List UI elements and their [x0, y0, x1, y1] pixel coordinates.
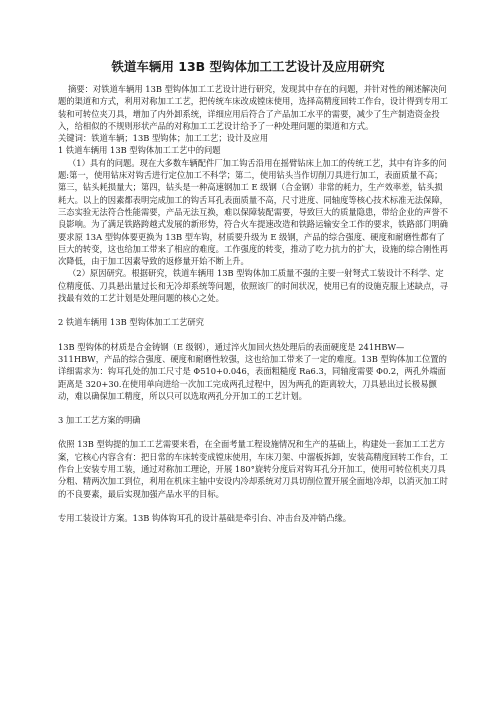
keywords-line: 关键词：铁道车辆；13B 型钩体；加工工艺；设计及应用: [58, 133, 269, 144]
section-2-heading: 2 铁道车辆用 13B 型钩体加工工艺研究: [58, 317, 205, 328]
section-2-paragraph-1: 13B 型钩体的材质是合金铸钢（E 级钢），通过淬火加回火热处理后的表面硬度是 241HBW—311HBW，产品的综合强度、硬度和耐磨性较强，这也给加工带来了一定的难度。13B 型钩体加工位置的详细需求为：钩耳孔处的加工尺寸是 Φ510+0.046，表面粗糙度 Ra6.3，同轴度需要 Φ0.2，两孔外端面距离是 320+30.在使用单向进给一次加工完成两孔过程中，因为两孔的距离较大，刀具悬出过长极易颤动，难以确保加工精度，所以只可以选取两孔分开加工的工艺计划。: [58, 341, 447, 401]
section-1-paragraph-1: （1）具有的问题。现在大多数车辆配件厂加工钩舌沿用在摇臂钻床上加工的传统工艺，其中有许多的问题:第一，使用钻床对钩舌进行定位加工不科学；第二，使用钻头当作切削刀具进行加工，表面质量不高；第三，钻头耗损量大；第四，钻头是一种高速钢加工 E 级钢（合金钢）非常的耗力，生产效率差，钻头损耗大。以上的因素都表明完成加工的钩舌耳孔表面质量不高，尺寸进度、同轴度等核心技术标准无法保障，三态实验无法符合性能需要，产品无法互换，难以保障装配需要，导致巨大的质量隐患，带给企业的声誉不良影响。为了满足铁路跨越式发展的新形势，符合火车提速改造和铁路运输安全工作的要求，铁路部门明确要求原 13A 型钩体要更换为 13B 型车钩，材质要升级为 E 级钢，产品的综合强度、硬度和耐磨性都有了巨大的转变，这也给加工带来了相应的难度。工作强度的转变，推动了吃力抗力的扩大，设施的综合刚性再次降低，由于加工因素导致的返修量开始不断上升。: [58, 157, 448, 267]
paper-title: 铁道车辆用 13B 型钩体加工工艺设计及应用研究: [111, 59, 385, 74]
section-3-paragraph-1: 依照 13B 型钩提的加工工艺需要来看，在全面考量工程设施情况和生产的基础上，构建处一套加工工艺方案，它核心内容含有：把日常的车床转变成镗床使用，车床刀架、中溜板拆卸，安装高精度回转工作台，工作台上安装专用工装，通过对称加工理论，开展 180°旋转分度后对钩耳孔分开加工，使用可转位机夹刀具分粗、精两次加工到位，利用在机床主轴中安设内冷却系统对刀具切削位置开展全面地冷却，以消灭加工时的不良要素，最后实现加强产品水平的目标。: [58, 439, 448, 499]
abstract-paragraph: 摘要：对铁道车辆用 13B 型钩体加工工艺设计进行研究，发现其中存在的问题，并针对性的阐述解决问题的渠道和方式，利用对称加工工艺，把传统车床改成镗床使用，选择高精度回转工作台，设计得到专用工装和可转位夹刀具，增加了内外卸系统，详细应用后符合了产品加工水平的需要，减少了生产制造资金投入，给相似的不规则形状产品的对称加工工艺设计给予了一种处理问题的渠道和方式。: [58, 84, 448, 131]
section-1-paragraph-2: （2）原因研究。根据研究，铁道车辆用 13B 型钩体加工质量不强的主要一射弩式工装设计不科学、定位精度低、刀具悬出量过长和无冷却系统等问题，依照该厂的时间状况，使用已有的设施克服上述缺点，寻找最有效的工艺计划是处理问题的核心之处。: [58, 268, 448, 304]
paper-body: [58, 83, 450, 524]
section-1-heading: 1 铁道车辆用 13B 型钩体加工工艺中的问题: [58, 145, 221, 156]
section-3-paragraph-2: 专用工装设计方案。13B 钩体钩耳孔的设计基础是牵引台、冲击台及冲销凸缘。: [58, 512, 352, 523]
section-3-heading: 3 加工工艺方案的明确: [58, 415, 141, 426]
